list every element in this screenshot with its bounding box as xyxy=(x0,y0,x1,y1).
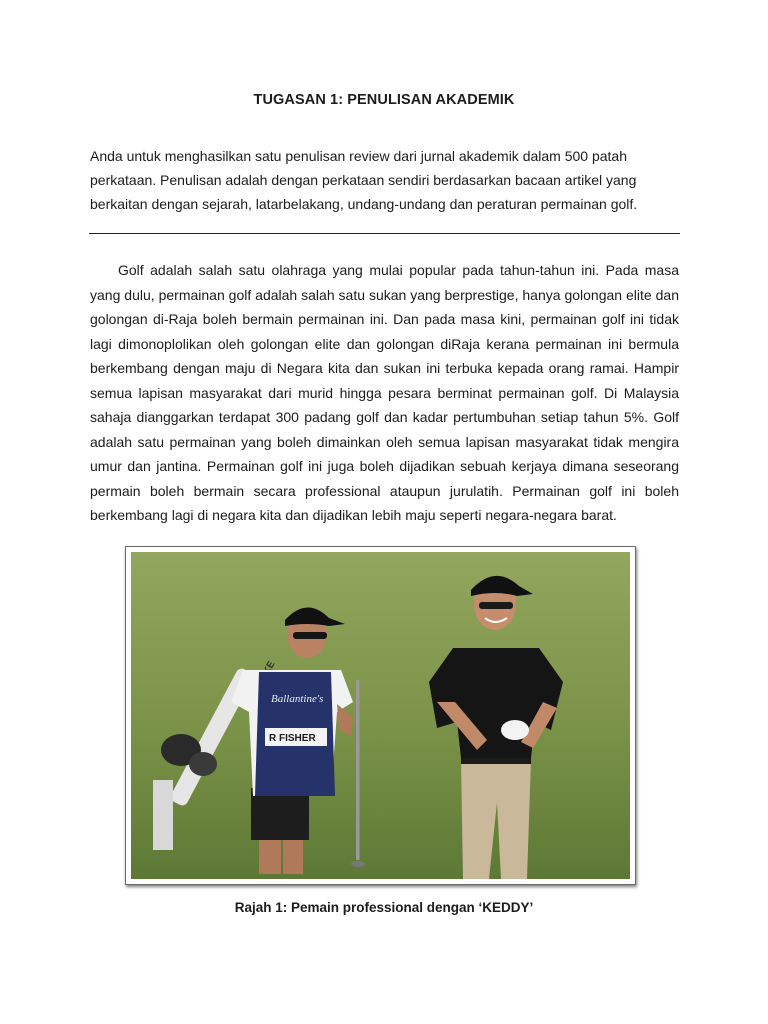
golfer-sunglasses xyxy=(479,602,513,609)
document-title: TUGASAN 1: PENULISAN AKADEMIK xyxy=(253,92,515,108)
grass-background xyxy=(131,552,630,879)
bib-brand-text: Ballantine's xyxy=(271,693,324,705)
golfer-and-caddie-photo xyxy=(131,552,630,879)
horizontal-divider xyxy=(89,233,680,234)
caddie-sunglasses xyxy=(293,632,327,639)
figure-photo xyxy=(125,546,636,885)
assignment-instructions: Anda untuk menghasilkan satu penulisan review dari jurnal akademik dalam 500 patah perkataan. Penulisan adalah dengan perkataan sendiri berdasarkan bacaan artikel yang berkaitan dengan sejarah, latarbelakang, undang-undang dan peraturan permainan golf. xyxy=(90,148,638,212)
bag-towel xyxy=(153,780,173,850)
golf-club xyxy=(356,680,360,860)
golf-glove xyxy=(501,720,529,740)
essay-paragraph: Golf adalah salah satu olahraga yang mulai popular pada tahun-tahun ini. Pada masa yang dulu, permainan golf adalah salah satu sukan yang berprestige, hanya golongan elite dan golongan di-Raja boleh bermain permainan ini. Dan pada masa kini, permainan golf ini tidak lagi dimonoplolikan oleh golongan elite dan golongan diRaja kerana permainan ini bermula berkembang dengan maju di Negara kita dan sukan ini terbuka kepada orang ramai. Hampir semua lapisan masyarakat dari murid hingga pesara berminat permainan golf. Di Malaysia sahaja dianggarkan terdapat 300 padang golf dan kadar pertumbuhan setiap tahun 5%. Golf adalah satu permainan yang boleh dimainkan oleh semua lapisan masyarakat tidak mengira umur dan jantina. Permainan golf ini juga boleh dijadikan sebuah kerjaya dimana seseorang permain boleh bermain secara professional ataupun jurulatih. Permainan golf ini boleh berkembang lagi di negara kita dan dijadikan lebih maju seperti negara-negara barat. xyxy=(90,262,679,523)
bib-name-text: R FISHER xyxy=(269,733,316,744)
figure-caption: Rajah 1: Pemain professional dengan ‘KEDDY’ xyxy=(234,900,534,915)
